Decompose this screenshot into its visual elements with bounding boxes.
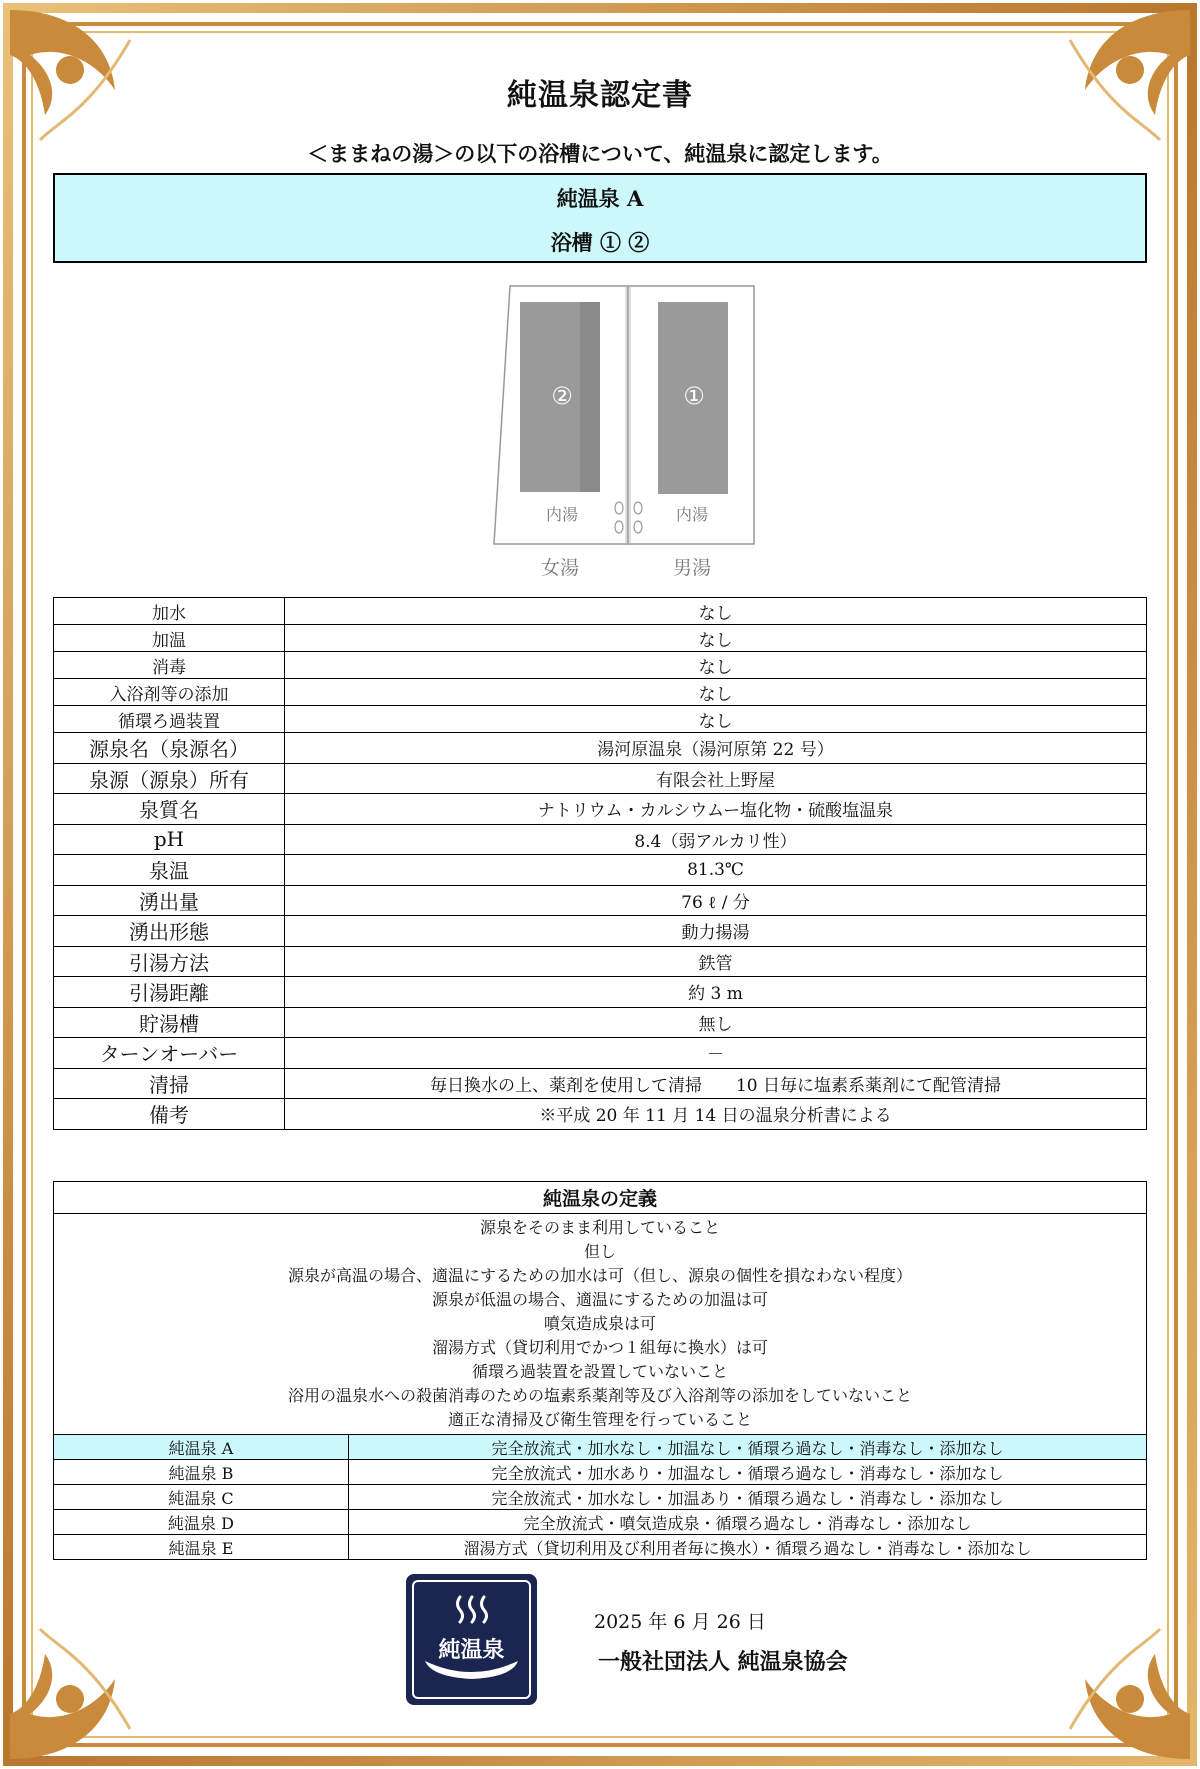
table-row: 泉温 81.3℃ [54, 855, 1147, 886]
logo-text: 純温泉 [438, 1637, 505, 1663]
definition-line: 噴気造成泉は可 [543, 1314, 656, 1333]
womens-bath-label: 女湯 [540, 557, 580, 579]
association-logo [405, 1573, 538, 1706]
table-row: 泉源（源泉）所有 有限会社上野屋 [54, 763, 1147, 794]
definition-line: 源泉が高温の場合、適温にするための加水は可（但し、源泉の個性を損なわない程度） [287, 1266, 912, 1285]
definition-table [53, 1181, 1147, 1560]
table-row: 貯湯槽 無し [54, 1007, 1147, 1038]
definition-line: 源泉が低温の場合、適温にするための加温は可 [431, 1290, 768, 1309]
table-row: 加温 なし [54, 625, 1147, 652]
table-row: 消毒 なし [54, 652, 1147, 679]
table-row: 湧出形態 動力揚湯 [54, 916, 1147, 947]
table-row: 泉質名 ナトリウム・カルシウムー塩化物・硫酸塩温泉 [54, 794, 1147, 825]
definition-line: 循環ろ過装置を設置していないこと [471, 1362, 728, 1381]
definition-line: 適正な清掃及び衛生管理を行っていること [447, 1410, 752, 1429]
grade-row-b: 純温泉 B 完全放流式・加水あり・加温なし・循環ろ過なし・消毒なし・添加なし [54, 1460, 1147, 1485]
certification-box [53, 173, 1147, 263]
room-label-left: 内湯 [545, 505, 579, 524]
table-row: ターンオーバー － [54, 1038, 1147, 1069]
definition-line: 溜湯方式（貸切利用でかつ１組毎に換水）は可 [431, 1338, 768, 1357]
room-label-right: 内湯 [675, 505, 709, 524]
grade-row-e: 純温泉 E 溜湯方式（貸切利用及び利用者毎に換水）・循環ろ過なし・消毒なし・添加なし [54, 1535, 1147, 1560]
page-title: 純温泉認定書 [507, 78, 693, 113]
table-row: 循環ろ過装置 なし [54, 706, 1147, 733]
definition-line: 源泉をそのまま利用していること [479, 1218, 720, 1237]
table-row: 湧出量 76 ℓ / 分 [54, 885, 1147, 916]
table-row: 引湯方法 鉄管 [54, 946, 1147, 977]
tub-2-mark: ② [551, 382, 573, 410]
tubs-label: 浴槽 ① ② [550, 230, 650, 255]
spring-info-table [53, 597, 1147, 1130]
table-row: 加水 なし [54, 598, 1147, 625]
grade-row-a: 純温泉 A 完全放流式・加水なし・加温なし・循環ろ過なし・消毒なし・添加なし [54, 1435, 1147, 1460]
definition-body [54, 1214, 1147, 1435]
table-row: 備考 ※平成 20 年 11 月 14 日の温泉分析書による [54, 1099, 1147, 1130]
issuing-organization: 一般社団法人 純温泉協会 [598, 1649, 848, 1675]
definition-line: 浴用の温泉水への殺菌消毒のための塩素系薬剤等及び入浴剤等の添加をしていないこと [287, 1386, 912, 1405]
certification-statement: ＜ままねの湯＞の以下の浴槽について、純温泉に認定します。 [307, 141, 893, 166]
grade-label: 純温泉 A [556, 186, 644, 211]
grade-row-c: 純温泉 C 完全放流式・加水なし・加温あり・循環ろ過なし・消毒なし・添加なし [54, 1485, 1147, 1510]
table-row: 清掃 毎日換水の上、薬剤を使用して清掃 10 日毎に塩素系薬剤にて配管清掃 [54, 1068, 1147, 1099]
table-row: pH 8.4（弱アルカリ性） [54, 824, 1147, 855]
grade-row-d: 純温泉 D 完全放流式・噴気造成泉・循環ろ過なし・消毒なし・添加なし [54, 1510, 1147, 1535]
bath-floorplan [490, 282, 760, 582]
definition-heading: 純温泉の定義 [54, 1182, 1147, 1214]
mens-bath-label: 男湯 [672, 557, 712, 579]
table-row: 入浴剤等の添加 なし [54, 679, 1147, 706]
definition-line: 但し [583, 1242, 616, 1261]
tub-1-mark: ① [683, 382, 705, 410]
table-row: 引湯距離 約 3 m [54, 977, 1147, 1008]
issue-date: 2025 年 6 月 26 日 [594, 1611, 766, 1633]
table-row: 源泉名（泉源名） 湯河原温泉（湯河原第 22 号） [54, 733, 1147, 764]
